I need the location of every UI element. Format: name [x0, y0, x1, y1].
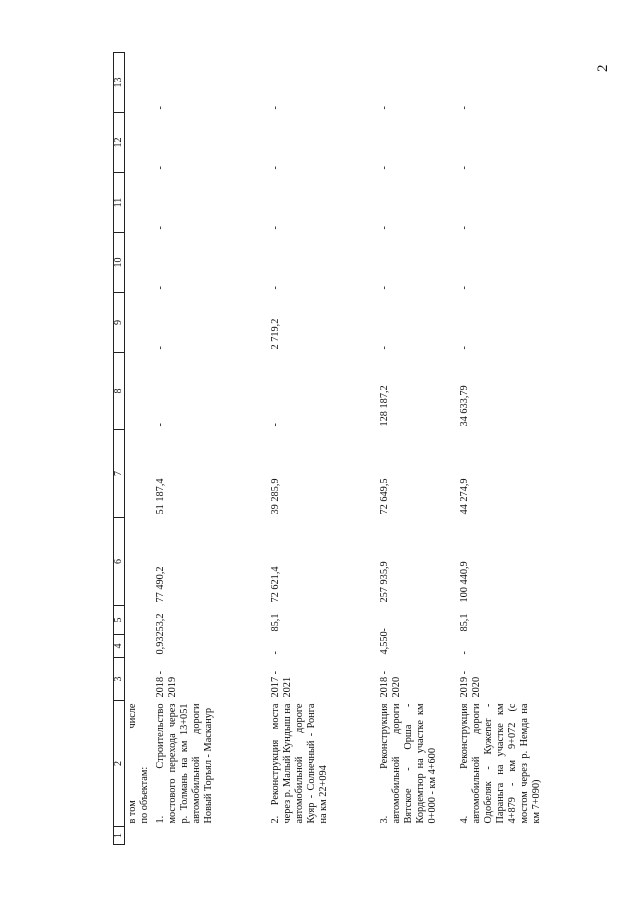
- value-cell: -: [155, 423, 166, 427]
- object-name-cell: [153, 701, 268, 827]
- empty-cell: [125, 430, 154, 518]
- empty-cell: [125, 53, 154, 113]
- value-cell: -: [459, 286, 470, 290]
- col-header: 13: [114, 53, 125, 113]
- object-name-cell: [377, 701, 457, 827]
- col-header: 5: [114, 606, 125, 635]
- value-cell: 39 285,9: [270, 478, 281, 515]
- col-header: 2: [114, 701, 125, 827]
- col-header: 9: [114, 293, 125, 353]
- value-cell: 100 440,9: [459, 561, 470, 603]
- row-number: 3.: [379, 815, 390, 824]
- period-cell: 2019 - 2020: [459, 670, 482, 698]
- value-cell: 85,1: [459, 613, 470, 632]
- col-header: 6: [114, 518, 125, 606]
- value-cell: 77 490,2: [155, 566, 166, 603]
- col-header: 3: [114, 658, 125, 701]
- value-cell: 257 935,9: [379, 561, 390, 603]
- row-number: 1.: [155, 815, 166, 824]
- empty-cell: [125, 293, 154, 353]
- table-row: [268, 53, 377, 845]
- value-cell: -: [459, 106, 470, 110]
- value-cell: 44 274,9: [459, 478, 470, 515]
- object-name: Реконструкция автомобильной дороги Вятское - Орша - Кордемтюр на участке км 0+000 - км 4+600: [379, 703, 438, 824]
- period-cell: 2018 - 2020: [379, 670, 402, 698]
- subheader-text: в том: [127, 800, 138, 824]
- value-cell: -: [379, 286, 390, 290]
- empty-cell: [125, 353, 154, 430]
- subheader-text: по объектам:: [139, 766, 150, 824]
- period-cell: 2017 - 2021: [270, 670, 293, 698]
- value-cell: 51 187,4: [155, 478, 166, 515]
- empty-cell: [268, 827, 377, 845]
- empty-cell: [125, 113, 154, 173]
- value-cell: 2 719,2: [270, 318, 281, 350]
- empty-cell: [125, 658, 154, 701]
- value-cell: 72 649,5: [379, 478, 390, 515]
- object-name-cell: [457, 701, 599, 827]
- empty-cell: [377, 827, 457, 845]
- value-cell: -: [459, 651, 470, 655]
- col-header: 7: [114, 430, 125, 518]
- value-cell: -: [155, 106, 166, 110]
- empty-cell: [125, 173, 154, 233]
- row-number: 2.: [270, 815, 281, 824]
- empty-cell: [125, 606, 154, 635]
- row-number: 4.: [459, 815, 470, 824]
- value-cell: -: [155, 166, 166, 170]
- value-cell: 85,1: [270, 613, 281, 632]
- object-name: Реконструкция моста через р. Малый Кундыш на автомобильной дороге Куяр - Солнечный - Ронга на км 22+094: [270, 703, 329, 824]
- value-cell: -: [270, 166, 281, 170]
- col-header: 11: [114, 173, 125, 233]
- investment-table: [113, 52, 599, 845]
- value-cell: -: [155, 226, 166, 230]
- value-cell: -: [459, 226, 470, 230]
- empty-cell: [457, 827, 599, 845]
- value-cell: -: [379, 106, 390, 110]
- empty-cell: [125, 827, 154, 845]
- value-cell: -: [459, 166, 470, 170]
- empty-cell: [153, 827, 268, 845]
- table-row: [377, 53, 457, 845]
- col-header: 8: [114, 353, 125, 430]
- value-cell: 72 621,4: [270, 566, 281, 603]
- table-row: [153, 53, 268, 845]
- value-cell: -: [270, 286, 281, 290]
- value-cell: -: [270, 226, 281, 230]
- value-cell: 53,2: [155, 613, 166, 632]
- col-header: 1: [114, 827, 125, 845]
- rotated-table-container: [113, 55, 573, 845]
- subheader-row: [125, 53, 154, 845]
- value-cell: -: [459, 346, 470, 350]
- value-cell: -: [155, 346, 166, 350]
- value-cell: -: [379, 166, 390, 170]
- value-cell: -: [270, 423, 281, 427]
- table-row: [457, 53, 599, 845]
- value-cell: 4,550: [379, 631, 390, 655]
- period-cell: 2018 - 2019: [155, 670, 178, 698]
- col-header: 12: [114, 113, 125, 173]
- value-cell: -: [379, 346, 390, 350]
- col-header: 10: [114, 233, 125, 293]
- empty-cell: [125, 635, 154, 658]
- empty-cell: [125, 233, 154, 293]
- value-cell: -: [379, 226, 390, 230]
- value-cell: 34 633,79: [459, 385, 470, 427]
- object-name: Реконструкция автомобильной дороги Одобеляк - Кужener - Параньга на участке км 4+879 - км 9+072 (с мостом через р. Немда на км 7+090): [459, 703, 542, 824]
- subheader-cell: [125, 701, 154, 827]
- value-cell: 0,932: [155, 631, 166, 655]
- col-header: 4: [114, 635, 125, 658]
- column-number-row: [114, 53, 125, 845]
- empty-cell: [125, 518, 154, 606]
- value-cell: -: [270, 651, 281, 655]
- subheader-text: числе: [127, 703, 138, 729]
- value-cell: -: [270, 106, 281, 110]
- value-cell: -: [155, 286, 166, 290]
- object-name-cell: [268, 701, 377, 827]
- value-cell: 128 187,2: [379, 385, 390, 427]
- page-number: 2: [595, 64, 611, 72]
- object-name: Строительство мостового перехода через р. Толмань на км 13+051 автомобильной дороги Новый Торъял - Масканур: [155, 703, 214, 824]
- value-cell: -: [379, 628, 390, 632]
